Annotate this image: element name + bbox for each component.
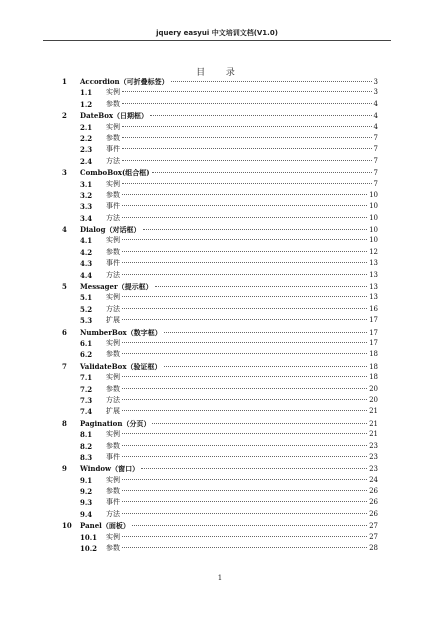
toc-chapter-entry[interactable]: [62, 110, 378, 121]
toc-section-entry[interactable]: [62, 475, 378, 486]
toc-entry-title: 参数: [106, 99, 120, 108]
toc-entry-page: 7: [373, 156, 378, 165]
header-rule: [43, 40, 391, 41]
toc-section-entry[interactable]: [62, 258, 378, 269]
toc-entry-page: 18: [369, 362, 378, 371]
toc-entry-number: 5: [62, 282, 67, 292]
toc-entry-number: 9.4: [80, 509, 93, 519]
toc-entry-number: 7.3: [80, 395, 93, 405]
page-title: 目 录: [196, 68, 244, 78]
toc-entry-page: 21: [369, 419, 378, 428]
toc-entry-title: 扩展: [106, 316, 120, 325]
toc-entry-number: 4.2: [80, 247, 93, 257]
toc-entry-number: 5.3: [80, 316, 93, 326]
toc-entry-page: 7: [373, 169, 378, 178]
toc-entry-title: 参数: [106, 190, 120, 199]
toc-entry-title: 实例: [106, 430, 120, 439]
toc-entry-line: [106, 201, 378, 212]
toc-entry-number: 9.1: [80, 475, 93, 485]
toc-entry-number: 7.1: [80, 373, 93, 383]
toc-section-entry[interactable]: [62, 406, 378, 417]
toc-entry-page: 27: [369, 522, 378, 531]
toc-entry-line: [106, 190, 378, 201]
toc-entry-title: 方法: [106, 213, 120, 222]
dot-leader: [122, 126, 372, 127]
toc-entry-number: 8.2: [80, 441, 93, 451]
toc-entry-line: [106, 486, 378, 497]
toc-entry-title: 事件: [106, 498, 120, 507]
toc-entry-title: 实例: [106, 293, 120, 302]
toc-entry-title: Accordion（可折叠标签）: [80, 77, 169, 86]
table-of-contents: [62, 76, 378, 554]
toc-entry-page: 4: [373, 112, 378, 121]
toc-section-entry[interactable]: [62, 87, 378, 98]
toc-entry-number: 7.2: [80, 384, 93, 394]
toc-entry-number: 2.1: [80, 122, 93, 132]
dot-leader: [122, 137, 372, 138]
toc-chapter-entry[interactable]: [62, 418, 378, 429]
toc-chapter-entry[interactable]: [62, 281, 378, 292]
dot-leader: [122, 217, 367, 218]
toc-section-entry[interactable]: [62, 270, 378, 281]
toc-section-entry[interactable]: [62, 372, 378, 383]
dot-leader: [122, 376, 367, 377]
dot-leader: [122, 308, 367, 309]
toc-entry-title: 事件: [106, 145, 120, 154]
toc-entry-line: [106, 349, 378, 360]
toc-section-entry[interactable]: [62, 315, 378, 326]
toc-section-entry[interactable]: [62, 441, 378, 452]
toc-entry-title: 实例: [106, 532, 120, 541]
dot-leader: [152, 423, 367, 424]
page-number: 1: [217, 574, 223, 582]
toc-entry-number: 10: [62, 521, 72, 531]
toc-entry-page: 3: [373, 88, 378, 97]
toc-section-entry[interactable]: [62, 292, 378, 303]
toc-chapter-entry[interactable]: [62, 463, 378, 474]
toc-entry-line: [106, 270, 378, 281]
toc-entry-line: [106, 429, 378, 440]
toc-entry-page: 26: [369, 498, 378, 507]
toc-entry-title: 方法: [106, 156, 120, 165]
toc-entry-line: [106, 144, 378, 155]
toc-entry-title: 扩展: [106, 407, 120, 416]
toc-section-entry[interactable]: [62, 452, 378, 463]
dot-leader: [122, 513, 367, 514]
toc-entry-page: 7: [373, 145, 378, 154]
toc-entry-page: 21: [369, 430, 378, 439]
toc-entry-number: 6.2: [80, 350, 93, 360]
toc-entry-line: [106, 497, 378, 508]
toc-entry-page: 13: [369, 259, 378, 268]
toc-section-entry[interactable]: [62, 349, 378, 360]
toc-entry-page: 23: [369, 452, 378, 461]
toc-entry-page: 27: [369, 532, 378, 541]
toc-entry-title: 参数: [106, 247, 120, 256]
dot-leader: [122, 103, 372, 104]
toc-entry-number: 8: [62, 418, 67, 428]
toc-entry-title: 参数: [106, 441, 120, 450]
toc-chapter-entry[interactable]: [62, 76, 378, 87]
toc-entry-title: ValidateBox（验证框）: [80, 361, 162, 371]
running-header: jquery easyui 中文培训文档(V1.0): [156, 29, 278, 37]
toc-entry-line: [106, 179, 378, 190]
toc-entry-title: 参数: [106, 487, 120, 496]
toc-entry-title: 方法: [106, 509, 120, 518]
dot-leader: [122, 205, 367, 206]
dot-leader: [122, 251, 367, 252]
dot-leader: [122, 160, 372, 161]
toc-entry-number: 5.1: [80, 293, 93, 303]
toc-entry-page: 4: [373, 99, 378, 108]
toc-entry-line: [106, 258, 378, 269]
toc-entry-number: 4.4: [80, 270, 93, 280]
toc-entry-line: [106, 292, 378, 303]
toc-section-entry[interactable]: [62, 99, 378, 110]
toc-section-entry[interactable]: [62, 532, 378, 543]
toc-entry-line: [106, 156, 378, 167]
toc-entry-title: 参数: [106, 384, 120, 393]
toc-entry-number: 9.3: [80, 498, 93, 508]
toc-entry-number: 3: [62, 168, 67, 178]
toc-section-entry[interactable]: [62, 509, 378, 520]
toc-chapter-entry[interactable]: [62, 520, 378, 531]
toc-entry-number: 3.2: [80, 190, 93, 200]
toc-entry-line: [106, 122, 378, 133]
toc-section-entry[interactable]: [62, 179, 378, 190]
dot-leader: [141, 468, 367, 469]
toc-section-entry[interactable]: [62, 190, 378, 201]
toc-entry-line: [106, 372, 378, 383]
toc-entry-page: 23: [369, 465, 378, 474]
dot-leader: [122, 194, 367, 195]
dot-leader: [122, 479, 367, 480]
toc-entry-line: [106, 304, 378, 315]
toc-entry-number: 7: [62, 361, 67, 371]
toc-entry-title: 方法: [106, 270, 120, 279]
dot-leader: [132, 525, 367, 526]
toc-entry-number: 3.1: [80, 179, 93, 189]
toc-section-entry[interactable]: [62, 338, 378, 349]
toc-entry-number: 7.4: [80, 407, 93, 417]
toc-entry-title: 方法: [106, 304, 120, 313]
toc-entry-title: Messager（提示框）: [80, 282, 153, 292]
toc-entry-page: 10: [369, 236, 378, 245]
toc-entry-number: 4.3: [80, 259, 93, 269]
toc-entry-number: 6.1: [80, 338, 93, 348]
toc-entry-line: [106, 509, 378, 520]
toc-entry-number: 2: [62, 111, 67, 121]
toc-entry-title: 实例: [106, 88, 120, 97]
toc-entry-page: 10: [369, 213, 378, 222]
toc-entry-page: 7: [373, 179, 378, 188]
dot-leader: [164, 366, 368, 367]
toc-entry-line: [106, 315, 378, 326]
toc-entry-title: Dialog（对话框）: [80, 225, 141, 235]
dot-leader: [171, 81, 372, 82]
toc-entry-page: 20: [369, 384, 378, 393]
toc-entry-page: 4: [373, 122, 378, 131]
toc-entry-line: [106, 543, 378, 554]
dot-leader: [164, 332, 367, 333]
toc-chapter-entry[interactable]: [62, 224, 378, 235]
toc-entry-title: 事件: [106, 259, 120, 268]
dot-leader: [143, 229, 368, 230]
toc-entry-line: [106, 532, 378, 543]
toc-section-entry[interactable]: [62, 201, 378, 212]
dot-leader: [122, 296, 367, 297]
toc-entry-number: 8.1: [80, 430, 93, 440]
toc-entry-page: 20: [369, 395, 378, 404]
toc-entry-title: 事件: [106, 202, 120, 211]
toc-entry-title: 实例: [106, 338, 120, 347]
toc-entry-title: DateBox（日期框）: [80, 111, 149, 121]
toc-entry-number: 10.1: [80, 532, 98, 542]
toc-entry-title: 实例: [106, 179, 120, 188]
toc-entry-page: 21: [369, 407, 378, 416]
toc-entry-page: 13: [369, 283, 378, 292]
toc-entry-number: 9: [62, 464, 67, 474]
toc-entry-page: 26: [369, 487, 378, 496]
toc-entry-page: 23: [369, 441, 378, 450]
dot-leader: [122, 274, 367, 275]
toc-entry-page: 10: [369, 226, 378, 235]
toc-entry-title: Panel（面板）: [80, 521, 130, 531]
toc-section-entry[interactable]: [62, 304, 378, 315]
toc-entry-number: 5.2: [80, 304, 93, 314]
toc-entry-line: [106, 99, 378, 110]
toc-entry-line: [106, 384, 378, 395]
toc-entry-number: 1: [62, 77, 67, 86]
dot-leader: [122, 148, 372, 149]
toc-section-entry[interactable]: [62, 395, 378, 406]
toc-entry-line: [106, 133, 378, 144]
dot-leader: [122, 445, 367, 446]
toc-entry-title: ComboBox(组合框): [80, 168, 150, 178]
toc-entry-number: 1.2: [80, 99, 93, 109]
toc-entry-page: 3: [373, 78, 378, 86]
toc-entry-page: 7: [373, 133, 378, 142]
toc-chapter-entry[interactable]: [62, 327, 378, 338]
toc-entry-page: 24: [369, 475, 378, 484]
toc-entry-line: [106, 235, 378, 246]
toc-entry-number: 9.2: [80, 487, 93, 497]
toc-entry-line: [106, 441, 378, 452]
toc-entry-page: 18: [369, 350, 378, 359]
toc-entry-number: 10.2: [80, 544, 98, 554]
toc-entry-title: 参数: [106, 133, 120, 142]
toc-entry-page: 26: [369, 509, 378, 518]
toc-entry-title: Window（窗口）: [80, 464, 140, 474]
toc-entry-page: 13: [369, 270, 378, 279]
toc-entry-page: 16: [369, 304, 378, 313]
toc-section-entry[interactable]: [62, 144, 378, 155]
toc-section-entry[interactable]: [62, 486, 378, 497]
toc-entry-title: Pagination（分页）: [80, 418, 151, 428]
toc-entry-line: [106, 213, 378, 224]
toc-section-entry[interactable]: [62, 497, 378, 508]
dot-leader: [122, 239, 367, 240]
toc-entry-title: 方法: [106, 395, 120, 404]
dot-leader: [122, 536, 367, 537]
toc-section-entry[interactable]: [62, 384, 378, 395]
toc-entry-page: 17: [369, 328, 378, 337]
toc-entry-title: 实例: [106, 373, 120, 382]
toc-section-entry[interactable]: [62, 156, 378, 167]
dot-leader: [122, 456, 367, 457]
toc-entry-number: 3.4: [80, 213, 93, 223]
toc-section-entry[interactable]: [62, 543, 378, 554]
toc-entry-number: 1.1: [80, 88, 93, 98]
dot-leader: [122, 388, 367, 389]
toc-section-entry[interactable]: [62, 429, 378, 440]
toc-entry-title: 参数: [106, 544, 120, 553]
toc-entry-line: [106, 87, 378, 98]
dot-leader: [122, 342, 367, 343]
dot-leader: [122, 410, 367, 411]
toc-entry-page: 28: [369, 544, 378, 553]
toc-section-entry[interactable]: [62, 235, 378, 246]
toc-entry-line: [106, 247, 378, 258]
toc-entry-page: 12: [369, 247, 378, 256]
toc-entry-line: [106, 406, 378, 417]
toc-section-entry[interactable]: [62, 213, 378, 224]
toc-entry-page: 10: [369, 190, 378, 199]
toc-entry-number: 2.4: [80, 156, 93, 166]
toc-entry-number: 4: [62, 225, 67, 235]
toc-section-entry[interactable]: [62, 133, 378, 144]
toc-chapter-entry[interactable]: [62, 361, 378, 372]
toc-entry-line: [106, 452, 378, 463]
toc-entry-number: 6: [62, 327, 67, 337]
toc-entry-page: 10: [369, 202, 378, 211]
toc-section-entry[interactable]: [62, 247, 378, 258]
toc-entry-title: 实例: [106, 122, 120, 131]
toc-entry-number: 2.3: [80, 145, 93, 155]
toc-entry-title: 事件: [106, 452, 120, 461]
toc-entry-title: 实例: [106, 236, 120, 245]
dot-leader: [122, 353, 367, 354]
toc-entry-title: 实例: [106, 475, 120, 484]
dot-leader: [122, 399, 367, 400]
dot-leader: [122, 433, 367, 434]
toc-entry-page: 18: [369, 373, 378, 382]
toc-section-entry[interactable]: [62, 122, 378, 133]
dot-leader: [152, 172, 372, 173]
dot-leader: [122, 319, 367, 320]
toc-entry-number: 8.3: [80, 452, 93, 462]
toc-chapter-entry[interactable]: [62, 167, 378, 178]
toc-entry-page: 17: [369, 316, 378, 325]
dot-leader: [122, 490, 367, 491]
toc-entry-page: 17: [369, 338, 378, 347]
toc-entry-number: 2.2: [80, 133, 93, 143]
dot-leader: [122, 547, 367, 548]
toc-entry-number: 3.3: [80, 202, 93, 212]
toc-entry-line: [106, 395, 378, 406]
dot-leader: [122, 91, 372, 92]
dot-leader: [155, 286, 367, 287]
toc-entry-title: 参数: [106, 350, 120, 359]
toc-entry-line: [106, 338, 378, 349]
toc-entry-number: 4.1: [80, 236, 93, 246]
dot-leader: [150, 115, 371, 116]
toc-entry-page: 13: [369, 293, 378, 302]
dot-leader: [122, 262, 367, 263]
toc-entry-line: [106, 475, 378, 486]
dot-leader: [122, 183, 372, 184]
toc-entry-title: NumberBox（数字框）: [80, 327, 162, 337]
dot-leader: [122, 501, 367, 502]
